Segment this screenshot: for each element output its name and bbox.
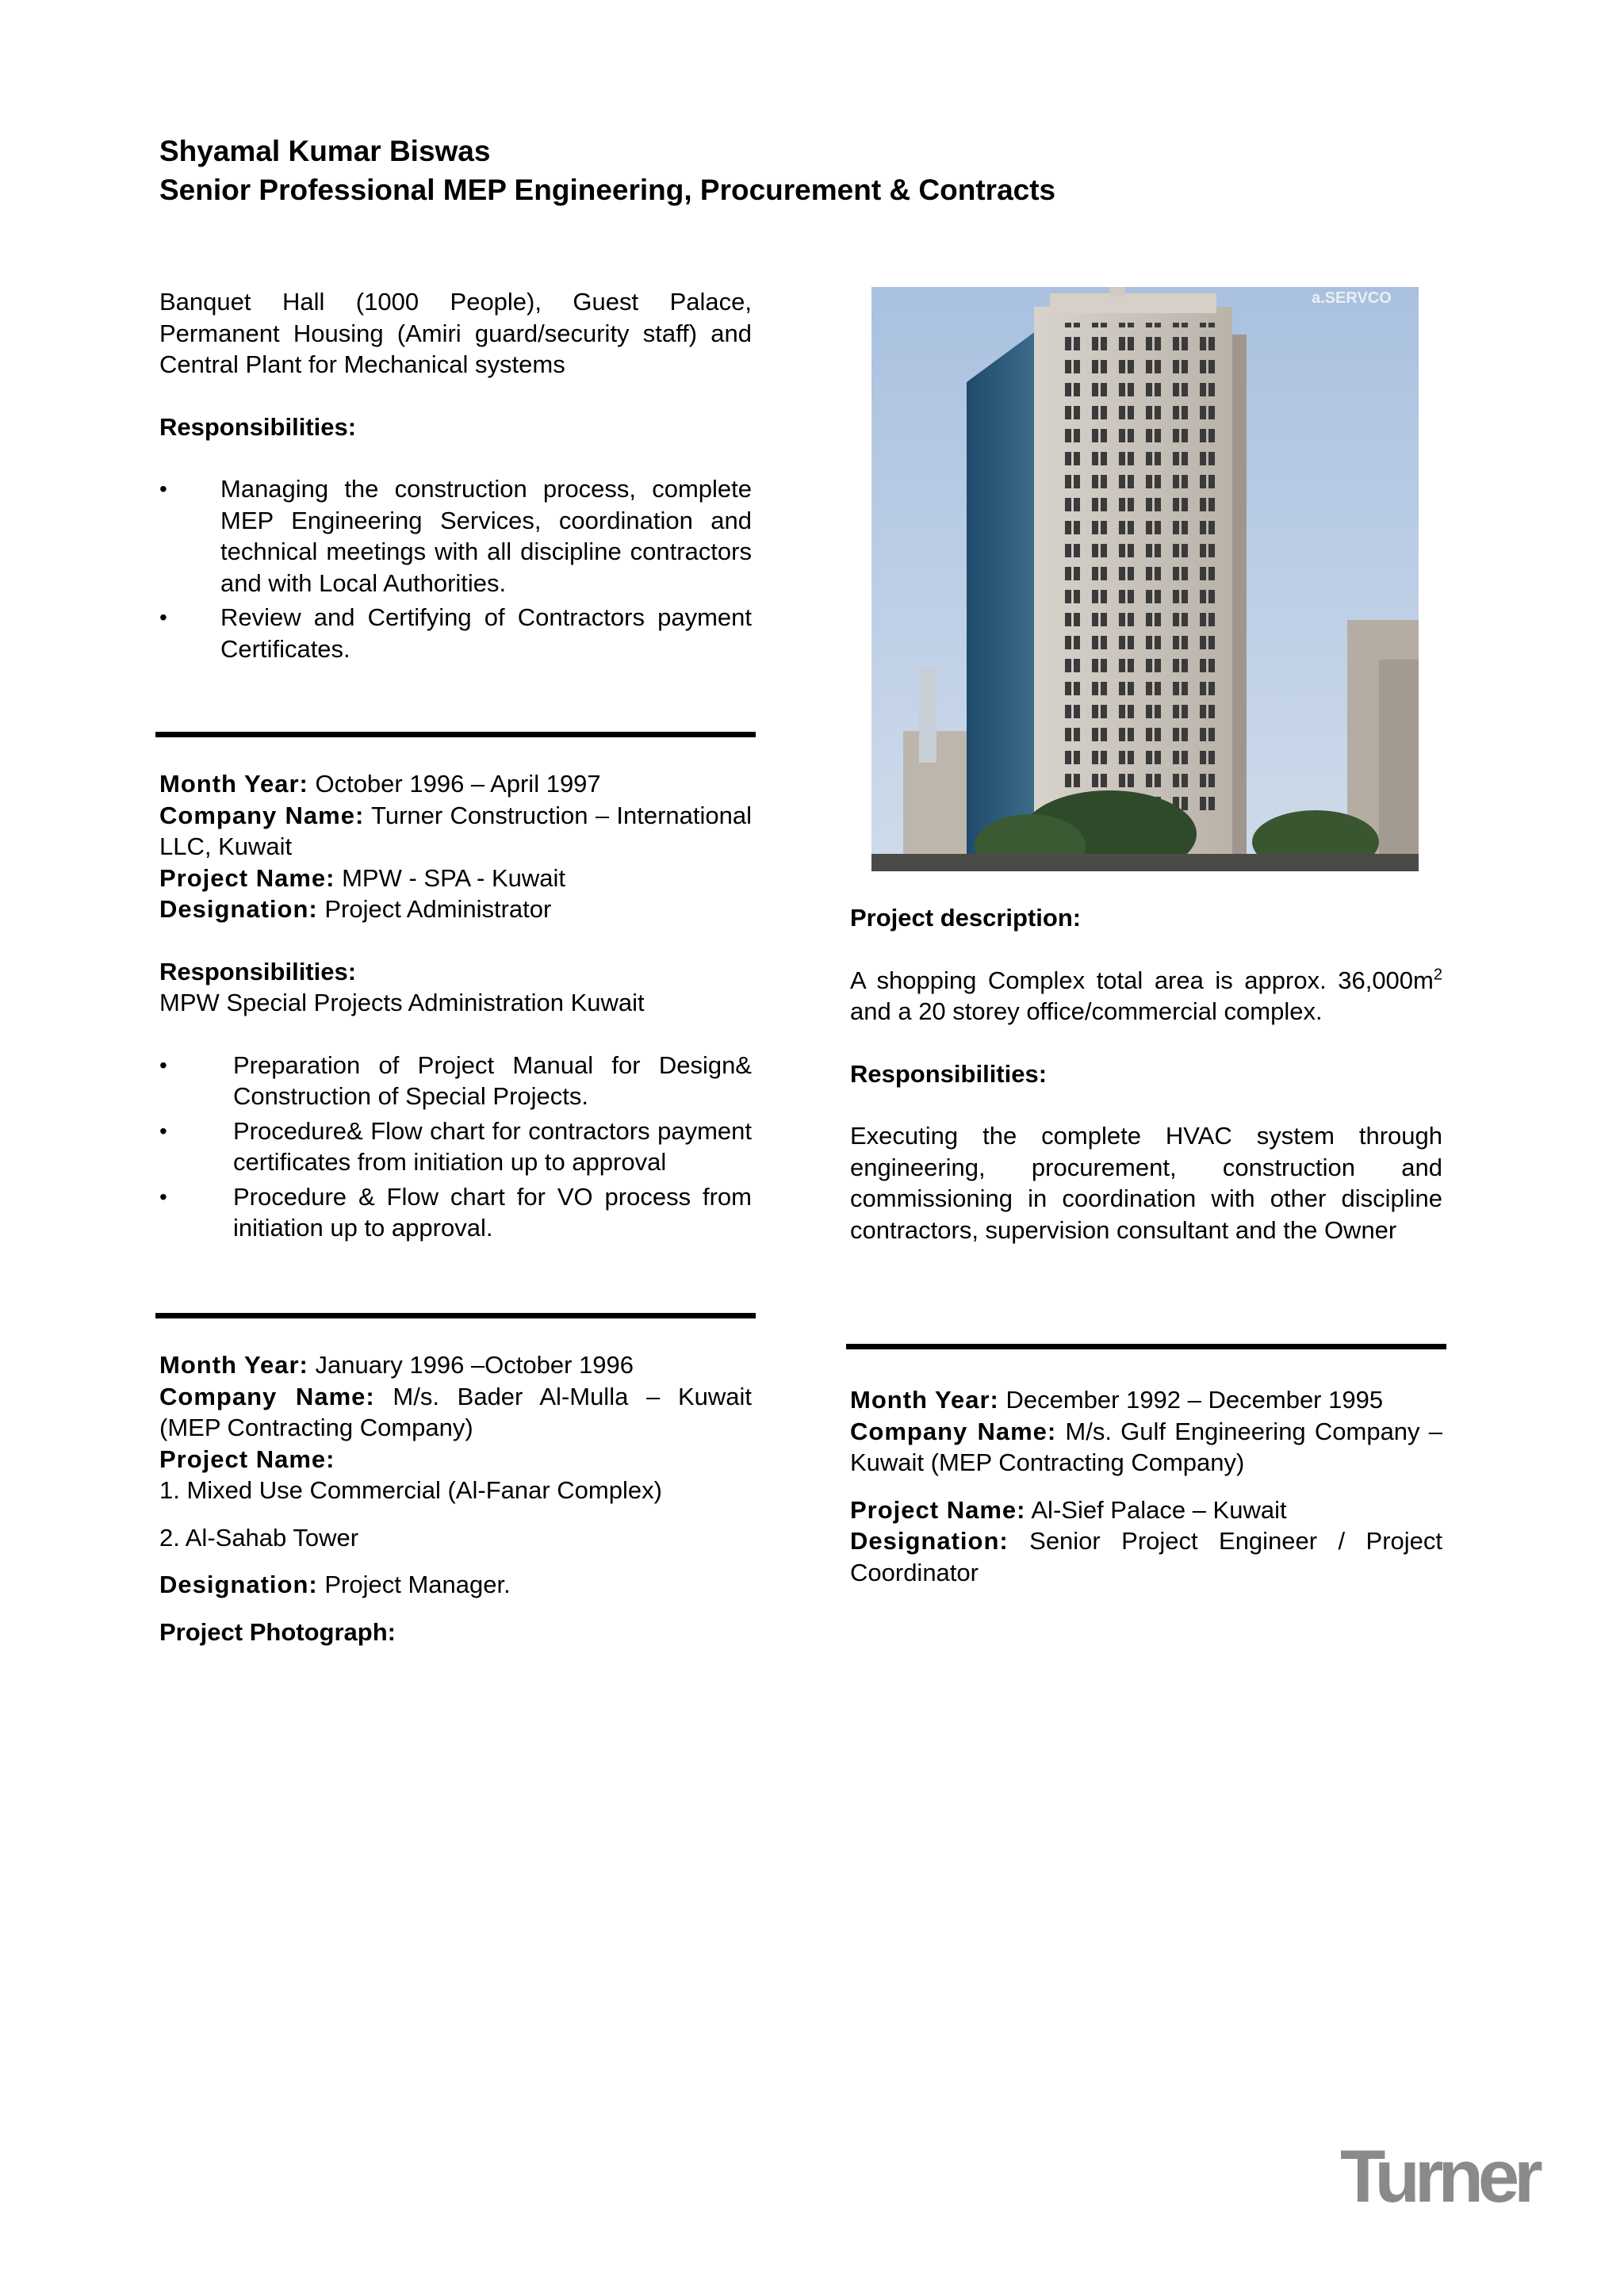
designation-value: Project Manager. xyxy=(324,1571,511,1598)
project-name-value: 1. Mixed Use Commercial (Al-Fanar Complex) xyxy=(159,1476,662,1504)
company-name-label: Company Name: xyxy=(159,801,365,829)
project-name-value: Al-Sief Palace – Kuwait xyxy=(1031,1495,1287,1524)
section-divider xyxy=(846,1344,1446,1349)
designation-value: Senior Project Engineer / Project Coordinator xyxy=(850,1527,1442,1586)
designation-value: Project Administrator xyxy=(324,895,552,923)
responsibilities-text: Executing the complete HVAC system through engineering, procurement, construction and commissioning in coordination with other discipline contractors, supervision consultant and the Owner xyxy=(850,1122,1442,1244)
company-name-label: Company Name: xyxy=(850,1417,1057,1445)
responsibilities-list xyxy=(159,473,752,664)
responsibilities-heading: Responsibilities: xyxy=(159,412,357,441)
company-name-value: M/s. Bader Al-Mulla – Kuwait (MEP Contracting Company) xyxy=(159,1382,753,1441)
job-entry xyxy=(159,768,752,1244)
project-photograph xyxy=(871,287,1419,871)
designation-label: Designation: xyxy=(159,1571,318,1598)
job-entry xyxy=(850,1384,1442,1588)
month-year-value: December 1992 – December 1995 xyxy=(1005,1386,1384,1414)
month-year-label: Month Year: xyxy=(159,1351,308,1379)
bullet-icon: • xyxy=(159,1184,167,1209)
project-name-value: 2. Al-Sahab Tower xyxy=(159,1523,359,1552)
responsibilities-subtitle: MPW Special Projects Administration Kuwait xyxy=(159,989,645,1016)
list-item: • Managing the construction process, complete MEP Engineering Services, coordination and technical meetings with all discipline contractors and with Local Authorities. xyxy=(159,475,752,597)
section-divider xyxy=(155,1313,756,1318)
tower-photo-image xyxy=(871,287,1419,871)
responsibilities-heading: Responsibilities: xyxy=(850,1059,1048,1088)
resume-name: Shyamal Kumar Biswas xyxy=(159,135,491,167)
bullet-icon: • xyxy=(159,1052,167,1077)
bullet-icon: • xyxy=(159,605,167,629)
month-year-label: Month Year: xyxy=(850,1386,999,1414)
photo-watermark: a.SERVCO xyxy=(1312,289,1392,307)
job-entry xyxy=(159,1349,752,1647)
list-item: • Procedure& Flow chart for contractors payment certificates from initiation up to approval xyxy=(159,1116,752,1176)
month-year-value: January 1996 –October 1996 xyxy=(315,1351,634,1379)
project-description-text: A shopping Complex total area is approx. $36,000m^2$ and a 20 storey office/commercial complex. xyxy=(850,966,1442,1025)
project-photograph-label: Project Photograph: xyxy=(159,1617,396,1646)
project-name-label: Project Name: xyxy=(850,1495,1026,1524)
month-year-label: Month Year: xyxy=(159,770,308,798)
month-year-value: October 1996 – April 1997 xyxy=(315,770,601,798)
bullet-icon: • xyxy=(159,476,167,501)
section-divider xyxy=(155,732,756,737)
project-name-label: Project Name: xyxy=(159,1445,335,1473)
responsibilities-list xyxy=(159,1050,752,1244)
turner-logo: Turner xyxy=(1340,2134,1538,2218)
designation-label: Designation: xyxy=(850,1527,1009,1555)
responsibilities-heading: Responsibilities: xyxy=(159,957,357,985)
right-column xyxy=(850,902,1442,1246)
superscript: 2 xyxy=(1433,966,1442,984)
project-description-heading: Project description: xyxy=(850,904,1082,932)
resume-title: Senior Professional MEP Engineering, Procurement & Contracts xyxy=(159,174,1056,206)
project-name-value: MPW - SPA - Kuwait xyxy=(342,863,566,892)
company-name-value: M/s. Gulf Engineering Company – Kuwait (MEP Contracting Company) xyxy=(850,1417,1442,1476)
company-name-value: Turner Construction – International LLC, Kuwait xyxy=(159,801,752,860)
list-item: • Preparation of Project Manual for Design& Construction of Special Projects. xyxy=(159,1050,752,1110)
list-item: • Procedure & Flow chart for VO process from initiation up to approval. xyxy=(159,1182,752,1242)
company-name-label: Company Name: xyxy=(159,1382,375,1410)
list-item: • Review and Certifying of Contractors payment Certificates. xyxy=(159,603,752,663)
project-name-label: Project Name: xyxy=(159,863,335,892)
designation-label: Designation: xyxy=(159,895,318,923)
project-intro: Banquet Hall (1000 People), Guest Palace, Permanent Housing (Amiri guard/security staff) and Central Plant for Mechanical systems xyxy=(159,288,752,378)
left-column xyxy=(159,286,752,664)
bullet-icon: • xyxy=(159,1118,167,1143)
